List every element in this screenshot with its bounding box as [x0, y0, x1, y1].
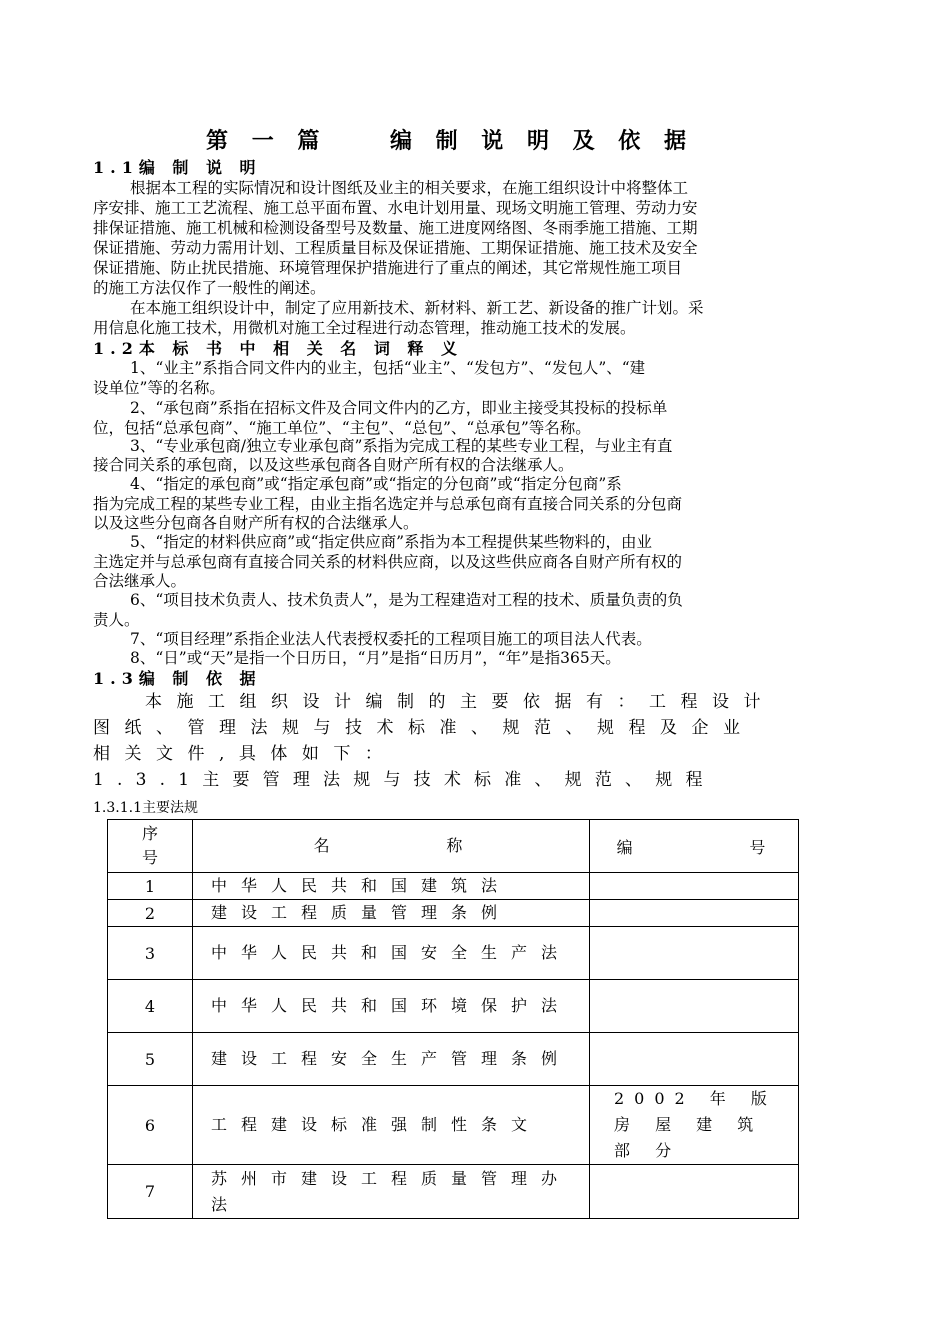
basis-line: 相关文件,具体如下：: [93, 744, 397, 764]
row-name: 苏州市建设工程质量管理办法: [193, 1165, 590, 1219]
regulations-table: [107, 819, 799, 1219]
table-row: [108, 900, 799, 927]
definition-line: 5、“指定的材料供应商”或“指定供应商”系指为本工程提供某些物料的，由业: [130, 533, 653, 551]
row-code: [590, 927, 799, 980]
table-row: [108, 873, 799, 900]
definition-line: 以及这些分包商各自财产所有权的合法继承人。: [93, 514, 419, 532]
row-code: 2002 年 版 房 屋 建 筑 部 分: [590, 1086, 799, 1165]
paragraph-line: 保证措施、防止扰民措施、环境管理保护措施进行了重点的阐述，其它常规性施工项目: [93, 259, 683, 277]
definition-line: 1、“业主”系指合同文件内的业主，包括“业主”、“发包方”、“发包人”、“建: [130, 359, 646, 377]
definition-line: 位，包括“总承包商”、“施工单位”、“主包”、“总包”、“总承包”等名称。: [93, 419, 591, 437]
row-name: 工程建设标准强制性条文: [193, 1086, 590, 1165]
paragraph-line: 根据本工程的实际情况和设计图纸及业主的相关要求，在施工组织设计中将整体工: [130, 179, 689, 197]
paragraph-line: 用信息化施工技术，用微机对施工全过程进行动态管理，推动施工技术的发展。: [93, 319, 636, 337]
definition-line: 责人。: [93, 611, 140, 629]
row-no: 3: [108, 927, 193, 980]
paragraph-line: 排保证措施、施工机械和检测设备型号及数量、施工进度网络图、冬雨季施工措施、工期: [93, 219, 698, 237]
header-code: 编 号: [590, 820, 799, 873]
definition-line: 指为完成工程的某些专业工程，由业主指名选定并与总承包商有直接合同关系的分包商: [93, 495, 683, 513]
definition-line: 合法继承人。: [93, 572, 187, 590]
row-no: 6: [108, 1086, 193, 1165]
row-name: 建设工程安全生产管理条例: [193, 1033, 590, 1086]
definition-line: 接合同关系的承包商，以及这些承包商各自财产所有权的合法继承人。: [93, 456, 574, 474]
table-header-row: [108, 820, 799, 873]
row-name: 中华人民共和国安全生产法: [193, 927, 590, 980]
definition-line: 6、“项目技术负责人、技术负责人”，是为工程建造对工程的技术、质量负责的负: [130, 591, 683, 609]
header-no: 序号: [108, 820, 193, 873]
row-name: 建设工程质量管理条例: [193, 900, 590, 927]
paragraph-line: 保证措施、劳动力需用计划、工程质量目标及保证措施、工期保证措施、施工技术及安全: [93, 239, 698, 257]
subsection-heading-1-3-1-1: 1.3.1.1主要法规: [93, 800, 198, 816]
table-row: [108, 1033, 799, 1086]
page-title: 第 一 篇 编 制 说 明 及 依 据: [206, 128, 694, 154]
definition-line: 主选定并与总承包商有直接合同关系的材料供应商，以及这些供应商各自财产所有权的: [93, 553, 683, 571]
subsection-heading-1-3-1: 1.3.1主要管理法规与技术标准、规范、规程: [93, 770, 716, 790]
row-code: [590, 1033, 799, 1086]
row-no: 2: [108, 900, 193, 927]
basis-line: 本施工组织设计编制的主要依据有：工程设计: [145, 692, 775, 712]
section-heading-1-3: 1.3编 制 依 据: [93, 669, 262, 688]
table-row: [108, 980, 799, 1033]
row-no: 4: [108, 980, 193, 1033]
header-name: 名 称: [193, 820, 590, 873]
paragraph-line: 的施工方法仅作了一般性的阐述。: [93, 279, 326, 297]
row-code: [590, 1165, 799, 1219]
definition-line: 设单位”等的名称。: [93, 379, 225, 397]
table-row: [108, 1165, 799, 1219]
basis-line: 图纸、管理法规与技术标准、规范、规程及企业: [93, 718, 755, 738]
row-name: 中华人民共和国环境保护法: [193, 980, 590, 1033]
definition-line: 2、“承包商”系指在招标文件及合同文件内的乙方，即业主接受其投标的投标单: [130, 399, 668, 417]
paragraph-line: 在本施工组织设计中，制定了应用新技术、新材料、新工艺、新设备的推广计划。采: [130, 299, 704, 317]
definition-line: 4、“指定的承包商”或“指定承包商”或“指定的分包商”或“指定分包商”系: [130, 475, 622, 493]
row-name: 中华人民共和国建筑法: [193, 873, 590, 900]
section-heading-1-2: 1.2本 标 书 中 相 关 名 词 释 义: [93, 339, 463, 358]
definition-line: 8、“日”或“天”是指一个日历日，“月”是指“日历月”，“年”是指365天。: [130, 649, 621, 667]
definition-line: 3、“专业承包商/独立专业承包商”系指为完成工程的某些专业工程，与业主有直: [130, 437, 673, 455]
row-code: [590, 980, 799, 1033]
paragraph-line: 序安排、施工工艺流程、施工总平面布置、水电计划用量、现场文明施工管理、劳动力安: [93, 199, 698, 217]
row-no: 7: [108, 1165, 193, 1219]
section-heading-1-1: 1.1编 制 说 明: [93, 158, 262, 177]
row-no: 5: [108, 1033, 193, 1086]
row-code: [590, 900, 799, 927]
row-code: [590, 873, 799, 900]
table-row: [108, 1086, 799, 1165]
definition-line: 7、“项目经理”系指企业法人代表授权委托的工程项目施工的项目法人代表。: [130, 630, 652, 648]
row-no: 1: [108, 873, 193, 900]
table-row: [108, 927, 799, 980]
